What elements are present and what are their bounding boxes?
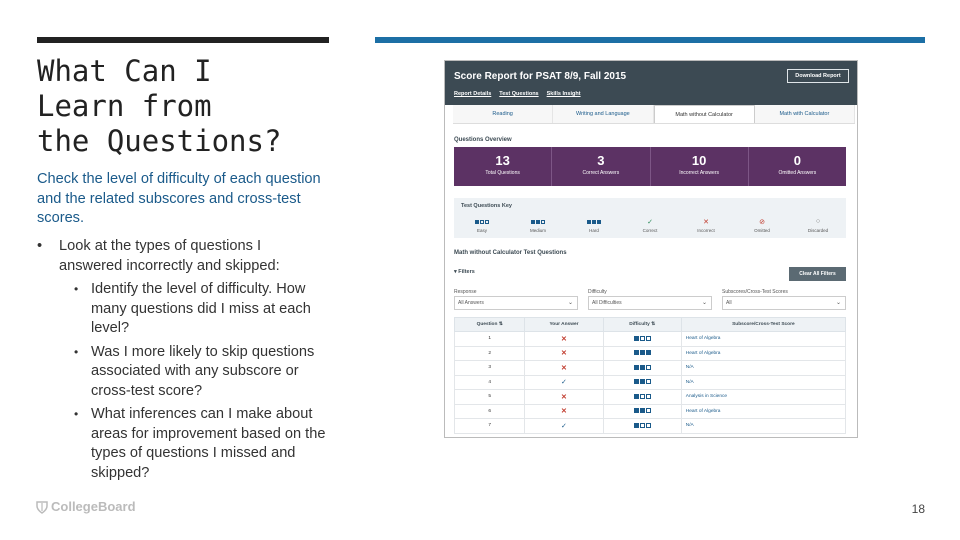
your-answer-cell xyxy=(525,375,603,390)
subscore-link[interactable]: Analysis in Science xyxy=(681,390,845,405)
subscore-link[interactable]: Heart of Algebra xyxy=(681,332,845,347)
your-answer-cell xyxy=(525,346,603,361)
overview-label: Omitted Answers xyxy=(778,170,817,176)
question-number: 1 xyxy=(455,332,525,347)
difficulty-icon xyxy=(634,379,651,384)
overview-omitted xyxy=(749,147,846,186)
tab-writing[interactable]: Writing and Language xyxy=(553,105,653,123)
x-mark-icon: ✕ xyxy=(561,335,567,343)
chevron-down-icon: ⌄ xyxy=(701,300,707,306)
tab-reading[interactable]: Reading xyxy=(453,105,553,123)
overview-label: Total Questions xyxy=(485,170,520,176)
checkmark-icon: ✓ xyxy=(647,218,653,226)
overview-heading: Questions Overview xyxy=(454,137,512,143)
acorn-icon xyxy=(36,500,48,514)
overview-value: 10 xyxy=(691,153,707,168)
overview-label: Incorrect Answers xyxy=(679,170,719,176)
question-number: 3 xyxy=(455,361,525,376)
subscore-link[interactable]: Heart of Algebra xyxy=(681,346,845,361)
download-report-button[interactable]: Download Report xyxy=(787,69,849,83)
discarded-icon: ○ xyxy=(815,218,821,225)
sub-bullet-list xyxy=(37,280,327,483)
difficulty-icon xyxy=(634,365,651,370)
question-number: 2 xyxy=(455,346,525,361)
logo-text: CollegeBoard xyxy=(51,499,136,514)
subscore-link: N/A xyxy=(681,419,845,434)
difficulty-icon xyxy=(634,408,651,413)
score-report-screenshot xyxy=(444,60,858,438)
table-row[interactable] xyxy=(455,346,846,361)
table-row[interactable] xyxy=(455,404,846,419)
college-board-logo xyxy=(36,499,136,514)
table-row[interactable] xyxy=(455,332,846,347)
difficulty-cell xyxy=(603,346,681,361)
key-items xyxy=(454,217,846,233)
subscore-filter-label: Subscores/Cross-Test Scores xyxy=(722,289,788,295)
questions-table xyxy=(454,317,846,434)
question-number: 6 xyxy=(455,404,525,419)
chevron-down-icon: ⌄ xyxy=(835,300,841,306)
difficulty-icon xyxy=(634,423,651,428)
column-header-difficulty[interactable]: Difficulty ⇅ xyxy=(603,318,681,332)
x-mark-icon: ✕ xyxy=(561,393,567,401)
difficulty-cell xyxy=(603,390,681,405)
overview-value: 13 xyxy=(495,153,510,168)
column-header-answer: Your Answer xyxy=(525,318,603,332)
subscore-filter-value: All xyxy=(726,300,732,306)
difficulty-hard-icon xyxy=(566,217,622,226)
your-answer-cell xyxy=(525,404,603,419)
key-heading: Test Questions Key xyxy=(461,203,512,209)
test-questions-key xyxy=(454,198,846,238)
chevron-down-icon: ⌄ xyxy=(567,300,573,306)
difficulty-easy-icon xyxy=(454,217,510,226)
difficulty-cell xyxy=(603,404,681,419)
omitted-icon: ⊘ xyxy=(759,218,765,226)
nav-report-details[interactable]: Report Details xyxy=(454,91,492,97)
subscore-link: N/A xyxy=(681,375,845,390)
checkmark-icon: ✓ xyxy=(561,422,567,430)
report-header xyxy=(445,61,858,105)
bullet-list xyxy=(37,237,327,487)
key-label: Omitted xyxy=(754,228,770,233)
nav-test-questions[interactable]: Test Questions xyxy=(499,91,539,97)
column-header-subscore: Subscore/Cross-Test Score xyxy=(681,318,845,332)
key-medium xyxy=(510,217,566,233)
sub-bullet-item: • Was I more likely to skip questions associated with any subscore or cross-test score? xyxy=(37,343,327,402)
x-mark-icon: ✕ xyxy=(703,218,709,226)
title-rule xyxy=(37,37,329,43)
response-filter-select[interactable] xyxy=(454,296,578,310)
subscore-link[interactable]: Heart of Algebra xyxy=(681,404,845,419)
table-row[interactable] xyxy=(455,390,846,405)
page-number: 18 xyxy=(911,502,925,516)
difficulty-icon xyxy=(634,350,651,355)
accent-rule xyxy=(375,37,925,43)
report-title: Score Report for PSAT 8/9, Fall 2015 xyxy=(454,71,627,82)
report-nav xyxy=(454,91,581,97)
difficulty-filter-label: Difficulty xyxy=(588,289,607,295)
key-incorrect xyxy=(678,217,734,233)
sub-bullet-item: • Identify the level of difficulty. How many questions did I miss at each level? xyxy=(37,280,327,339)
key-discarded xyxy=(790,217,846,233)
difficulty-icon xyxy=(634,336,651,341)
key-correct xyxy=(622,217,678,233)
section-tabs xyxy=(453,105,855,124)
difficulty-icon xyxy=(634,394,651,399)
difficulty-cell xyxy=(603,419,681,434)
difficulty-cell xyxy=(603,375,681,390)
checkmark-icon: ✓ xyxy=(561,379,567,387)
key-hard xyxy=(566,217,622,233)
x-mark-icon: ✕ xyxy=(561,408,567,416)
tab-math-calc[interactable]: Math with Calculator xyxy=(755,105,855,123)
filters-bar xyxy=(454,266,846,282)
filters-label: Filters xyxy=(458,269,475,275)
your-answer-cell xyxy=(525,419,603,434)
key-label: Incorrect xyxy=(697,228,715,233)
overview-label: Correct Answers xyxy=(582,170,620,176)
overview-value: 0 xyxy=(793,153,801,168)
table-row[interactable] xyxy=(455,375,846,390)
bullet-item: • Look at the types of questions I answered incorrectly and skipped: xyxy=(37,237,327,276)
difficulty-medium-icon xyxy=(510,217,566,226)
questions-table-body xyxy=(455,332,846,434)
tab-math-no-calc[interactable]: Math without Calculator xyxy=(654,105,755,123)
filters-toggle[interactable]: ▾ Filters xyxy=(454,269,475,275)
difficulty-filter-value: All Difficulties xyxy=(592,300,622,306)
sub-bullet-item: • What inferences can I make about areas for improvement based on the types of questions I missed and skipped? xyxy=(37,405,327,483)
nav-skills-insight[interactable]: Skills Insight xyxy=(546,91,581,97)
table-row[interactable] xyxy=(455,361,846,376)
difficulty-filter-select[interactable] xyxy=(588,296,712,310)
slide-title: What Can I Learn from the Questions? xyxy=(37,54,282,158)
column-header-question[interactable]: Question ⇅ xyxy=(455,318,525,332)
your-answer-cell xyxy=(525,390,603,405)
your-answer-cell xyxy=(525,332,603,347)
key-easy xyxy=(454,217,510,233)
difficulty-cell xyxy=(603,332,681,347)
overview-correct xyxy=(552,147,650,186)
your-answer-cell xyxy=(525,361,603,376)
overview-total xyxy=(454,147,552,186)
key-omitted xyxy=(734,217,790,233)
subscore-link: N/A xyxy=(681,361,845,376)
difficulty-cell xyxy=(603,361,681,376)
response-filter-label: Response xyxy=(454,289,477,295)
overview-value: 3 xyxy=(597,153,605,168)
x-mark-icon: ✕ xyxy=(561,350,567,358)
clear-filters-button[interactable]: Clear All Filters xyxy=(789,267,846,281)
questions-overview xyxy=(454,147,846,186)
response-filter-value: All Answers xyxy=(458,300,484,306)
key-label: Hard xyxy=(589,228,599,233)
subscore-filter-select[interactable] xyxy=(722,296,846,310)
table-row[interactable] xyxy=(455,419,846,434)
question-number: 7 xyxy=(455,419,525,434)
slide-subtitle: Check the level of difficulty of each question and the related subscores and cross-test scores. xyxy=(37,171,321,226)
key-label: Correct xyxy=(642,228,658,233)
x-mark-icon: ✕ xyxy=(561,364,567,372)
questions-heading: Math without Calculator Test Questions xyxy=(454,250,567,256)
key-label: Discarded xyxy=(807,228,829,233)
key-label: Medium xyxy=(529,228,546,233)
question-number: 4 xyxy=(455,375,525,390)
key-label: Easy xyxy=(476,228,487,233)
question-number: 5 xyxy=(455,390,525,405)
overview-incorrect xyxy=(651,147,749,186)
